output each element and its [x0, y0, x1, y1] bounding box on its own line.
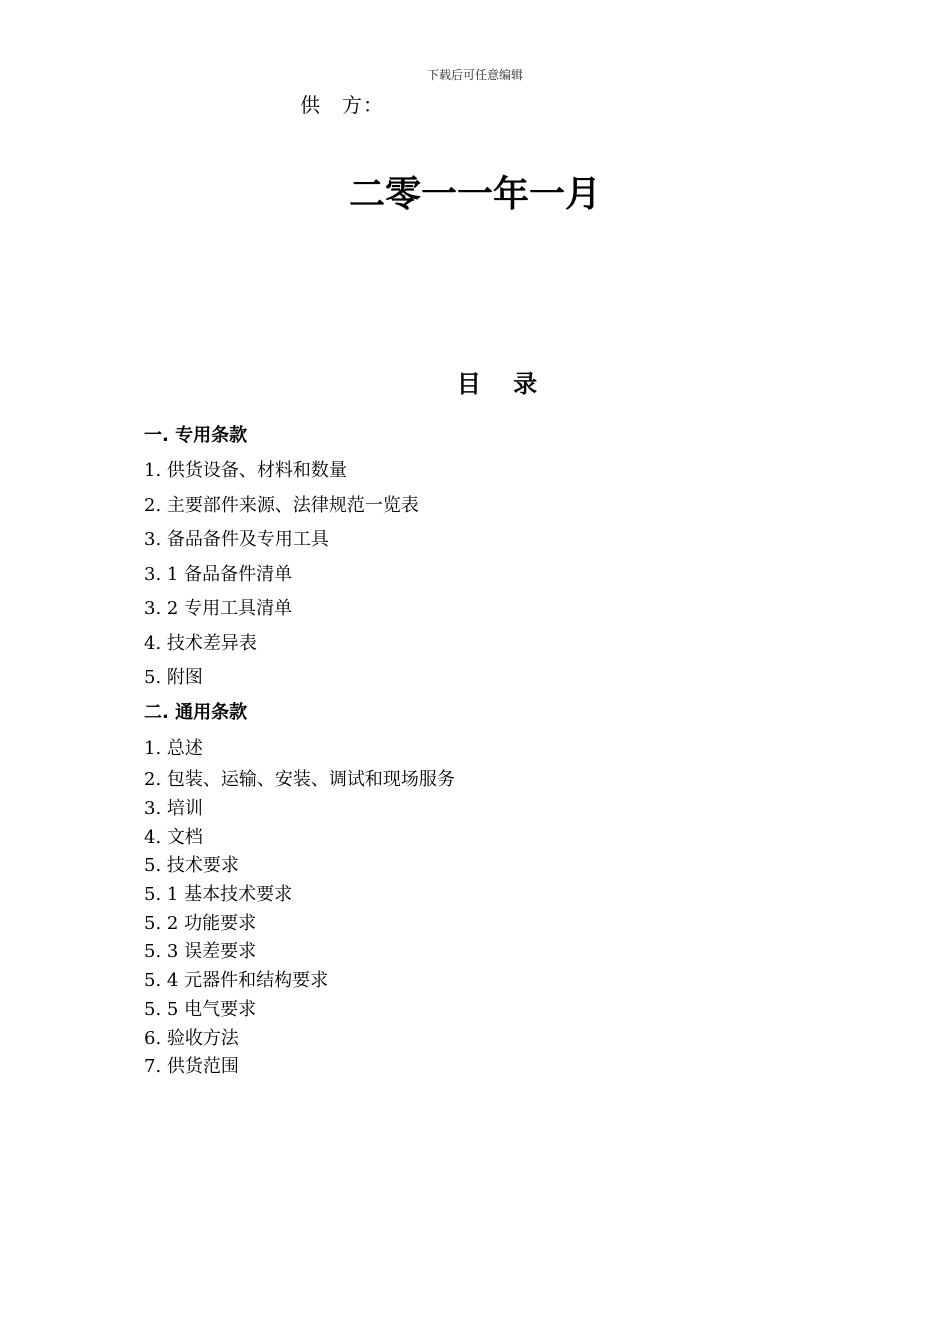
- toc-item[interactable]: 5. 4 元器件和结构要求: [144, 970, 329, 991]
- toc-item[interactable]: 1. 总述: [144, 738, 203, 759]
- toc-item[interactable]: 2. 包装、运输、安装、调试和现场服务: [144, 769, 455, 790]
- document-date: [0, 166, 950, 217]
- download-edit-note: 下载后可任意编辑: [426, 68, 523, 82]
- toc-item[interactable]: 3. 培训: [144, 798, 203, 819]
- supplier-label: 供 方：: [300, 93, 384, 117]
- toc-item[interactable]: 6. 验收方法: [144, 1028, 239, 1049]
- toc-item[interactable]: 1. 供货设备、材料和数量: [144, 460, 347, 481]
- toc-item[interactable]: 3. 2 专用工具清单: [144, 598, 293, 619]
- toc-item[interactable]: 5. 1 基本技术要求: [144, 884, 293, 905]
- toc-item[interactable]: 3. 1 备品备件清单: [144, 564, 293, 585]
- toc-item[interactable]: 3. 备品备件及专用工具: [144, 529, 329, 550]
- toc-section-special-terms[interactable]: 一. 专用条款: [144, 425, 248, 446]
- toc-item[interactable]: 2. 主要部件来源、法律规范一览表: [144, 495, 419, 516]
- toc-item[interactable]: 5. 附图: [144, 667, 203, 688]
- document-date-text: 二零一一年一月: [348, 173, 601, 215]
- toc-item[interactable]: 4. 文档: [144, 827, 203, 848]
- toc-item[interactable]: 4. 技术差异表: [144, 633, 257, 654]
- toc-section-general-terms[interactable]: 二. 通用条款: [144, 702, 248, 723]
- toc-item[interactable]: 7. 供货范围: [144, 1056, 239, 1077]
- toc-item[interactable]: 5. 2 功能要求: [144, 913, 257, 934]
- toc-title: 目 录: [456, 369, 550, 398]
- toc-item[interactable]: 5. 3 误差要求: [144, 941, 257, 962]
- toc-item[interactable]: 5. 技术要求: [144, 855, 239, 876]
- toc-item[interactable]: 5. 5 电气要求: [144, 999, 257, 1020]
